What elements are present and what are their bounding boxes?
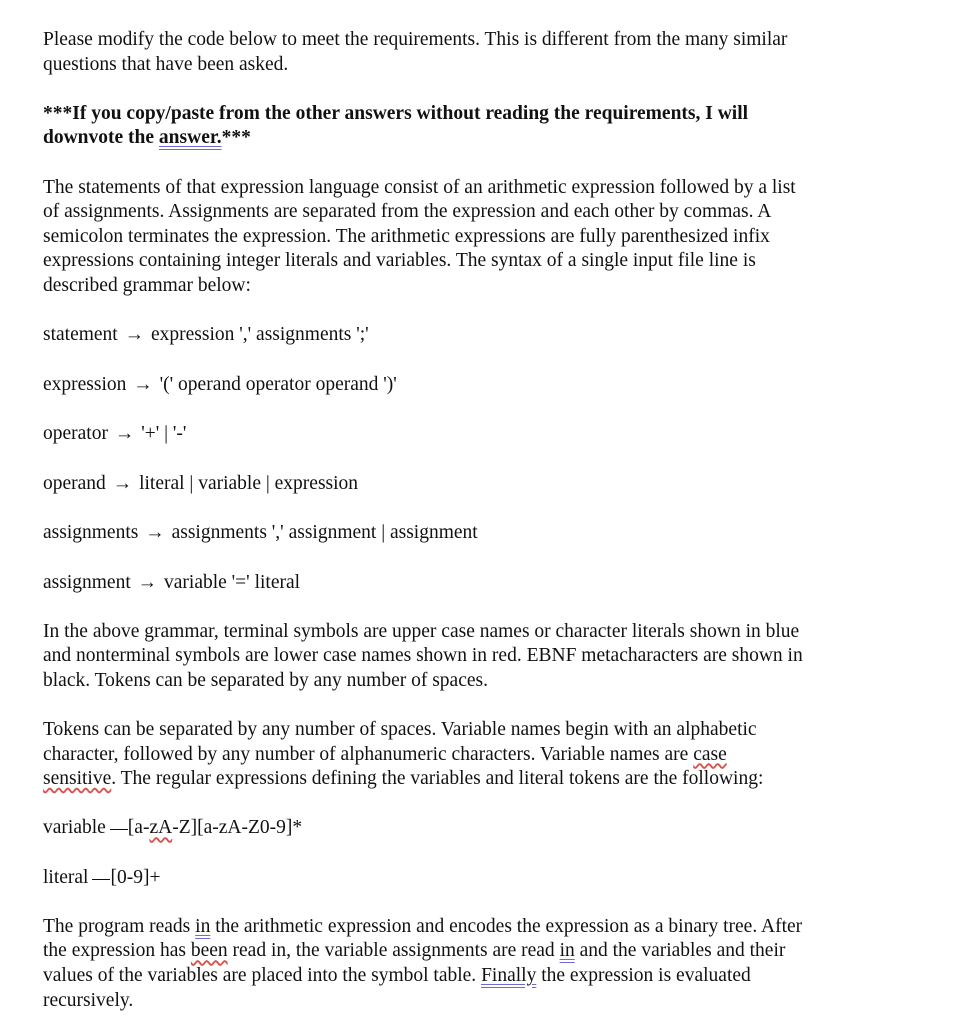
warning-paragraph (43, 102, 883, 151)
grammar-rule (43, 373, 883, 398)
warning-suffix: *** (221, 127, 251, 149)
description-line-4: expressions containing integer literals and variables. The syntax of a single input file line is (43, 250, 756, 272)
warning-line-1: ***If you copy/paste from the other answers without reading the requirements, I will (43, 102, 749, 124)
tokens-line-3-text: . The regular expressions defining the variables and literal tokens are the following: (111, 768, 764, 790)
program-line-1 (43, 915, 883, 940)
variable-regex-post: -Z][a-zA-Z0-9]* (172, 817, 303, 839)
grammar-rule (43, 422, 883, 447)
warning-prefix: downvote the (43, 127, 159, 149)
rule-rhs: assignments ',' assignment | assignment (171, 522, 478, 544)
intro-paragraph (43, 28, 883, 77)
rule-rhs: variable '=' literal (164, 571, 301, 593)
program-text: the arithmetic expression and encodes the expression as a binary tree. After (210, 915, 803, 937)
intro-line-2: questions that have been asked. (43, 53, 289, 75)
literal-label: literal (43, 866, 89, 888)
variable-regex-sq: zA (149, 817, 173, 839)
warning-line-2 (43, 126, 883, 151)
program-text: the expression is evaluated (536, 965, 751, 987)
program-text: and the variables and their (574, 940, 786, 962)
rule-rhs: '+' | '-' (141, 423, 187, 445)
warning-answer-word: answer. (158, 127, 222, 149)
tokens-paragraph (43, 718, 883, 792)
arrow-icon: → (137, 571, 158, 593)
tokens-line-1: Tokens can be separated by any number of spaces. Variable names begin with an alphabetic (43, 719, 757, 741)
rule-lhs: assignments (43, 522, 139, 544)
program-line-2 (43, 939, 883, 964)
literal-regex-value: [0-9]+ (110, 866, 161, 888)
rule-lhs: assignment (43, 571, 131, 593)
tokens-line-2 (43, 743, 883, 768)
program-text: read in, the variable assignments are read (227, 940, 560, 962)
program-text: values of the variables are placed into the symbol table. (43, 965, 482, 987)
description-line-1: The statements of that expression language consist of an arithmetic expression followed by a list (43, 176, 796, 198)
variable-regex (43, 816, 883, 841)
tokens-line-2-text: character, followed by any number of alphanumeric characters. Variable names are (43, 743, 694, 765)
arrow-icon: → (114, 423, 135, 445)
sensitive-word: sensitive (43, 768, 112, 790)
arrow-icon: → (145, 522, 165, 544)
tokens-line-3 (43, 767, 883, 792)
grammar-rule (43, 323, 883, 348)
grammar-note-line-3: black. Tokens can be separated by any number of spaces. (43, 669, 488, 691)
been-word: been (190, 940, 228, 962)
finally-word: Finally (481, 965, 537, 987)
grammar-rule (43, 472, 883, 497)
in-word: in (559, 940, 575, 962)
program-line-4: recursively. (43, 989, 134, 1011)
program-line-3 (43, 964, 883, 989)
rule-lhs: statement (43, 324, 118, 346)
rule-lhs: expression (43, 373, 127, 395)
variable-regex-pre: [a- (127, 817, 150, 839)
arrow-icon: → (112, 472, 133, 494)
grammar-rules (43, 323, 883, 595)
program-paragraph (43, 915, 883, 1013)
rule-lhs: operator (43, 423, 108, 445)
intro-line-1: Please modify the code below to meet the requirements. This is different from the many similar (43, 29, 788, 50)
rule-rhs: '(' operand operator operand ')' (159, 373, 397, 395)
in-word: in (195, 915, 211, 937)
description-line-3: semicolon terminates the expression. The arithmetic expressions are fully parenthesized infix (43, 225, 770, 247)
grammar-note-line-1: In the above grammar, terminal symbols are upper case names or character literals shown in blue (43, 620, 800, 642)
description-line-5: described grammar below: (43, 274, 251, 296)
rule-rhs: expression ',' assignments ';' (150, 324, 369, 346)
grammar-note-line-2: and nonterminal symbols are lower case names shown in red. EBNF metacharacters are shown in (43, 645, 803, 667)
literal-regex (43, 866, 883, 891)
variable-label: variable (43, 817, 106, 839)
program-text: The program reads (43, 915, 196, 937)
underline-blank (92, 879, 110, 880)
rule-rhs: literal | variable | expression (139, 472, 359, 494)
description-line-2: of assignments. Assignments are separated from the expression and each other by commas. A (43, 201, 772, 223)
arrow-icon: → (133, 373, 153, 395)
program-text: the expression has (43, 940, 191, 962)
grammar-rule (43, 521, 883, 546)
case-word: case (693, 743, 727, 765)
underline-blank (110, 829, 128, 830)
grammar-rule (43, 571, 883, 596)
arrow-icon: → (124, 324, 145, 346)
grammar-note-paragraph (43, 620, 883, 694)
description-paragraph (43, 176, 883, 299)
document-body (43, 28, 883, 1013)
rule-lhs: operand (43, 472, 106, 494)
